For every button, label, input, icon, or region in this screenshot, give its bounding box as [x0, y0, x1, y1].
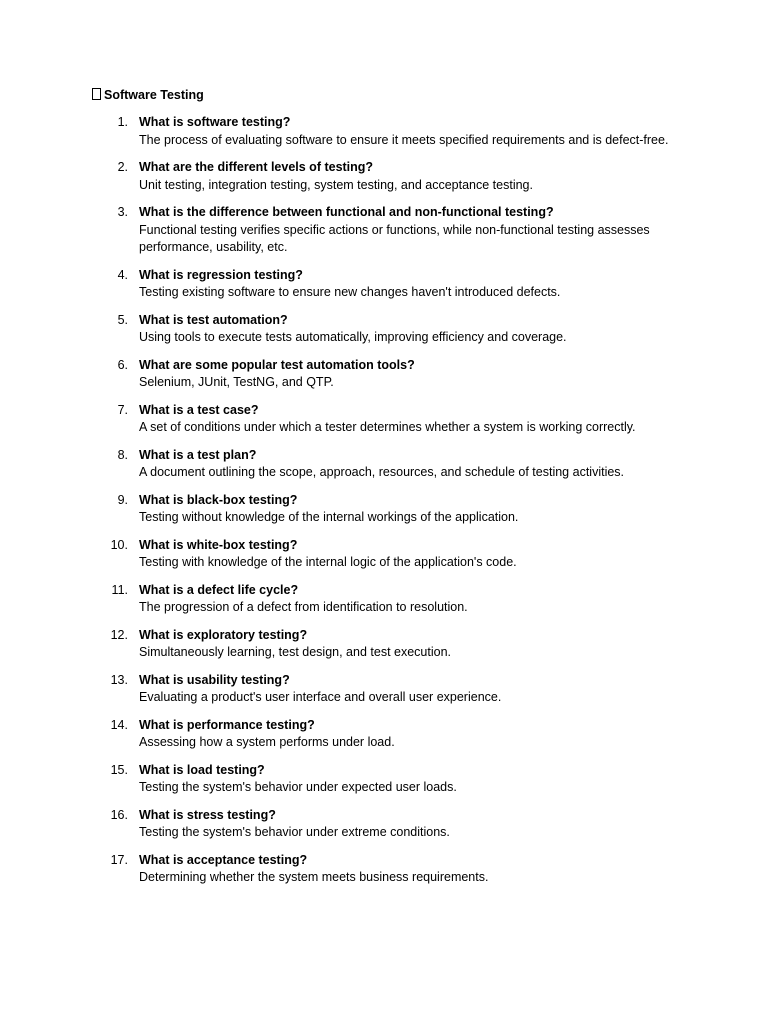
answer-text: Selenium, JUnit, TestNG, and QTP. [139, 375, 334, 389]
qa-item [0, 582, 768, 617]
qa-item [0, 312, 768, 347]
item-number: 8. [117, 447, 128, 462]
question-text: What is performance testing? [139, 717, 315, 732]
item-number: 17. [110, 852, 128, 867]
answer-text: The progression of a defect from identification to resolution. [139, 600, 468, 614]
answer-text: Assessing how a system performs under load. [139, 735, 395, 749]
item-number: 13. [110, 672, 128, 687]
answer-text: A set of conditions under which a tester determines whether a system is working correctly. [139, 420, 636, 434]
qa-item [0, 267, 768, 302]
answer-text: Testing the system's behavior under extreme conditions. [139, 825, 450, 839]
qa-item [0, 537, 768, 572]
answer-text: A document outlining the scope, approach, resources, and schedule of testing activities. [139, 465, 625, 479]
qa-item [0, 159, 768, 194]
section-heading-text: Software Testing [104, 88, 204, 102]
question-text: What are the different levels of testing? [139, 160, 374, 174]
qa-list [0, 114, 768, 897]
qa-item [0, 807, 768, 842]
box-glyph-icon [92, 88, 101, 100]
qa-item [0, 852, 768, 887]
item-number: 5. [117, 312, 128, 327]
question-text: What is a defect life cycle? [139, 582, 299, 597]
answer-text: Testing the system's behavior under expected user loads. [139, 780, 457, 794]
qa-item [0, 114, 768, 149]
question-text: What is load testing? [139, 762, 265, 777]
question-text: What is black-box testing? [139, 492, 298, 507]
question-text: What is stress testing? [139, 807, 276, 822]
qa-item [0, 402, 768, 437]
qa-item [0, 717, 768, 752]
qa-item [0, 357, 768, 392]
item-number: 10. [110, 537, 128, 552]
item-number: 3. [117, 205, 128, 219]
item-number: 12. [110, 627, 128, 642]
answer-text: The process of evaluating software to ensure it meets specified requirements and is defect-free. [139, 132, 669, 147]
item-number: 9. [117, 492, 128, 507]
question-text: What is a test plan? [139, 447, 257, 462]
item-number: 15. [110, 762, 128, 777]
question-text: What is usability testing? [139, 672, 290, 687]
qa-item [0, 447, 768, 482]
question-text: What is regression testing? [139, 267, 303, 282]
answer-text: Determining whether the system meets business requirements. [139, 870, 489, 884]
qa-item [0, 204, 768, 257]
item-number: 4. [117, 267, 128, 282]
item-number: 11. [111, 582, 128, 597]
item-number: 6. [117, 357, 128, 372]
answer-text: Testing with knowledge of the internal logic of the application's code. [139, 555, 517, 569]
qa-item [0, 672, 768, 707]
answer-text: Testing without knowledge of the internal workings of the application. [139, 510, 519, 524]
item-number: 1. [117, 115, 128, 129]
qa-item [0, 762, 768, 797]
question-text: What is software testing? [139, 115, 291, 129]
question-text: What is a test case? [139, 402, 259, 417]
answer-text: Functional testing verifies specific actions or functions, while non-functional testing assesses performance, usability, etc. [139, 222, 650, 254]
answer-text: Using tools to execute tests automatically, improving efficiency and coverage. [139, 330, 567, 344]
answer-text: Simultaneously learning, test design, and test execution. [139, 645, 451, 659]
question-text: What is exploratory testing? [139, 627, 308, 642]
qa-item [0, 492, 768, 527]
item-number: 7. [117, 402, 128, 417]
question-text: What is acceptance testing? [139, 852, 308, 867]
qa-item [0, 627, 768, 662]
section-heading [92, 87, 204, 103]
question-text: What are some popular test automation tools? [139, 357, 415, 372]
item-number: 14. [110, 717, 128, 732]
answer-text: Evaluating a product's user interface and overall user experience. [139, 690, 502, 704]
question-text: What is white-box testing? [139, 537, 298, 552]
answer-text: Testing existing software to ensure new changes haven't introduced defects. [139, 285, 561, 299]
item-number: 16. [110, 807, 128, 822]
question-text: What is test automation? [139, 312, 288, 327]
answer-text: Unit testing, integration testing, system testing, and acceptance testing. [139, 177, 533, 192]
item-number: 2. [117, 160, 128, 174]
question-text: What is the difference between functional and non-functional testing? [139, 205, 554, 219]
